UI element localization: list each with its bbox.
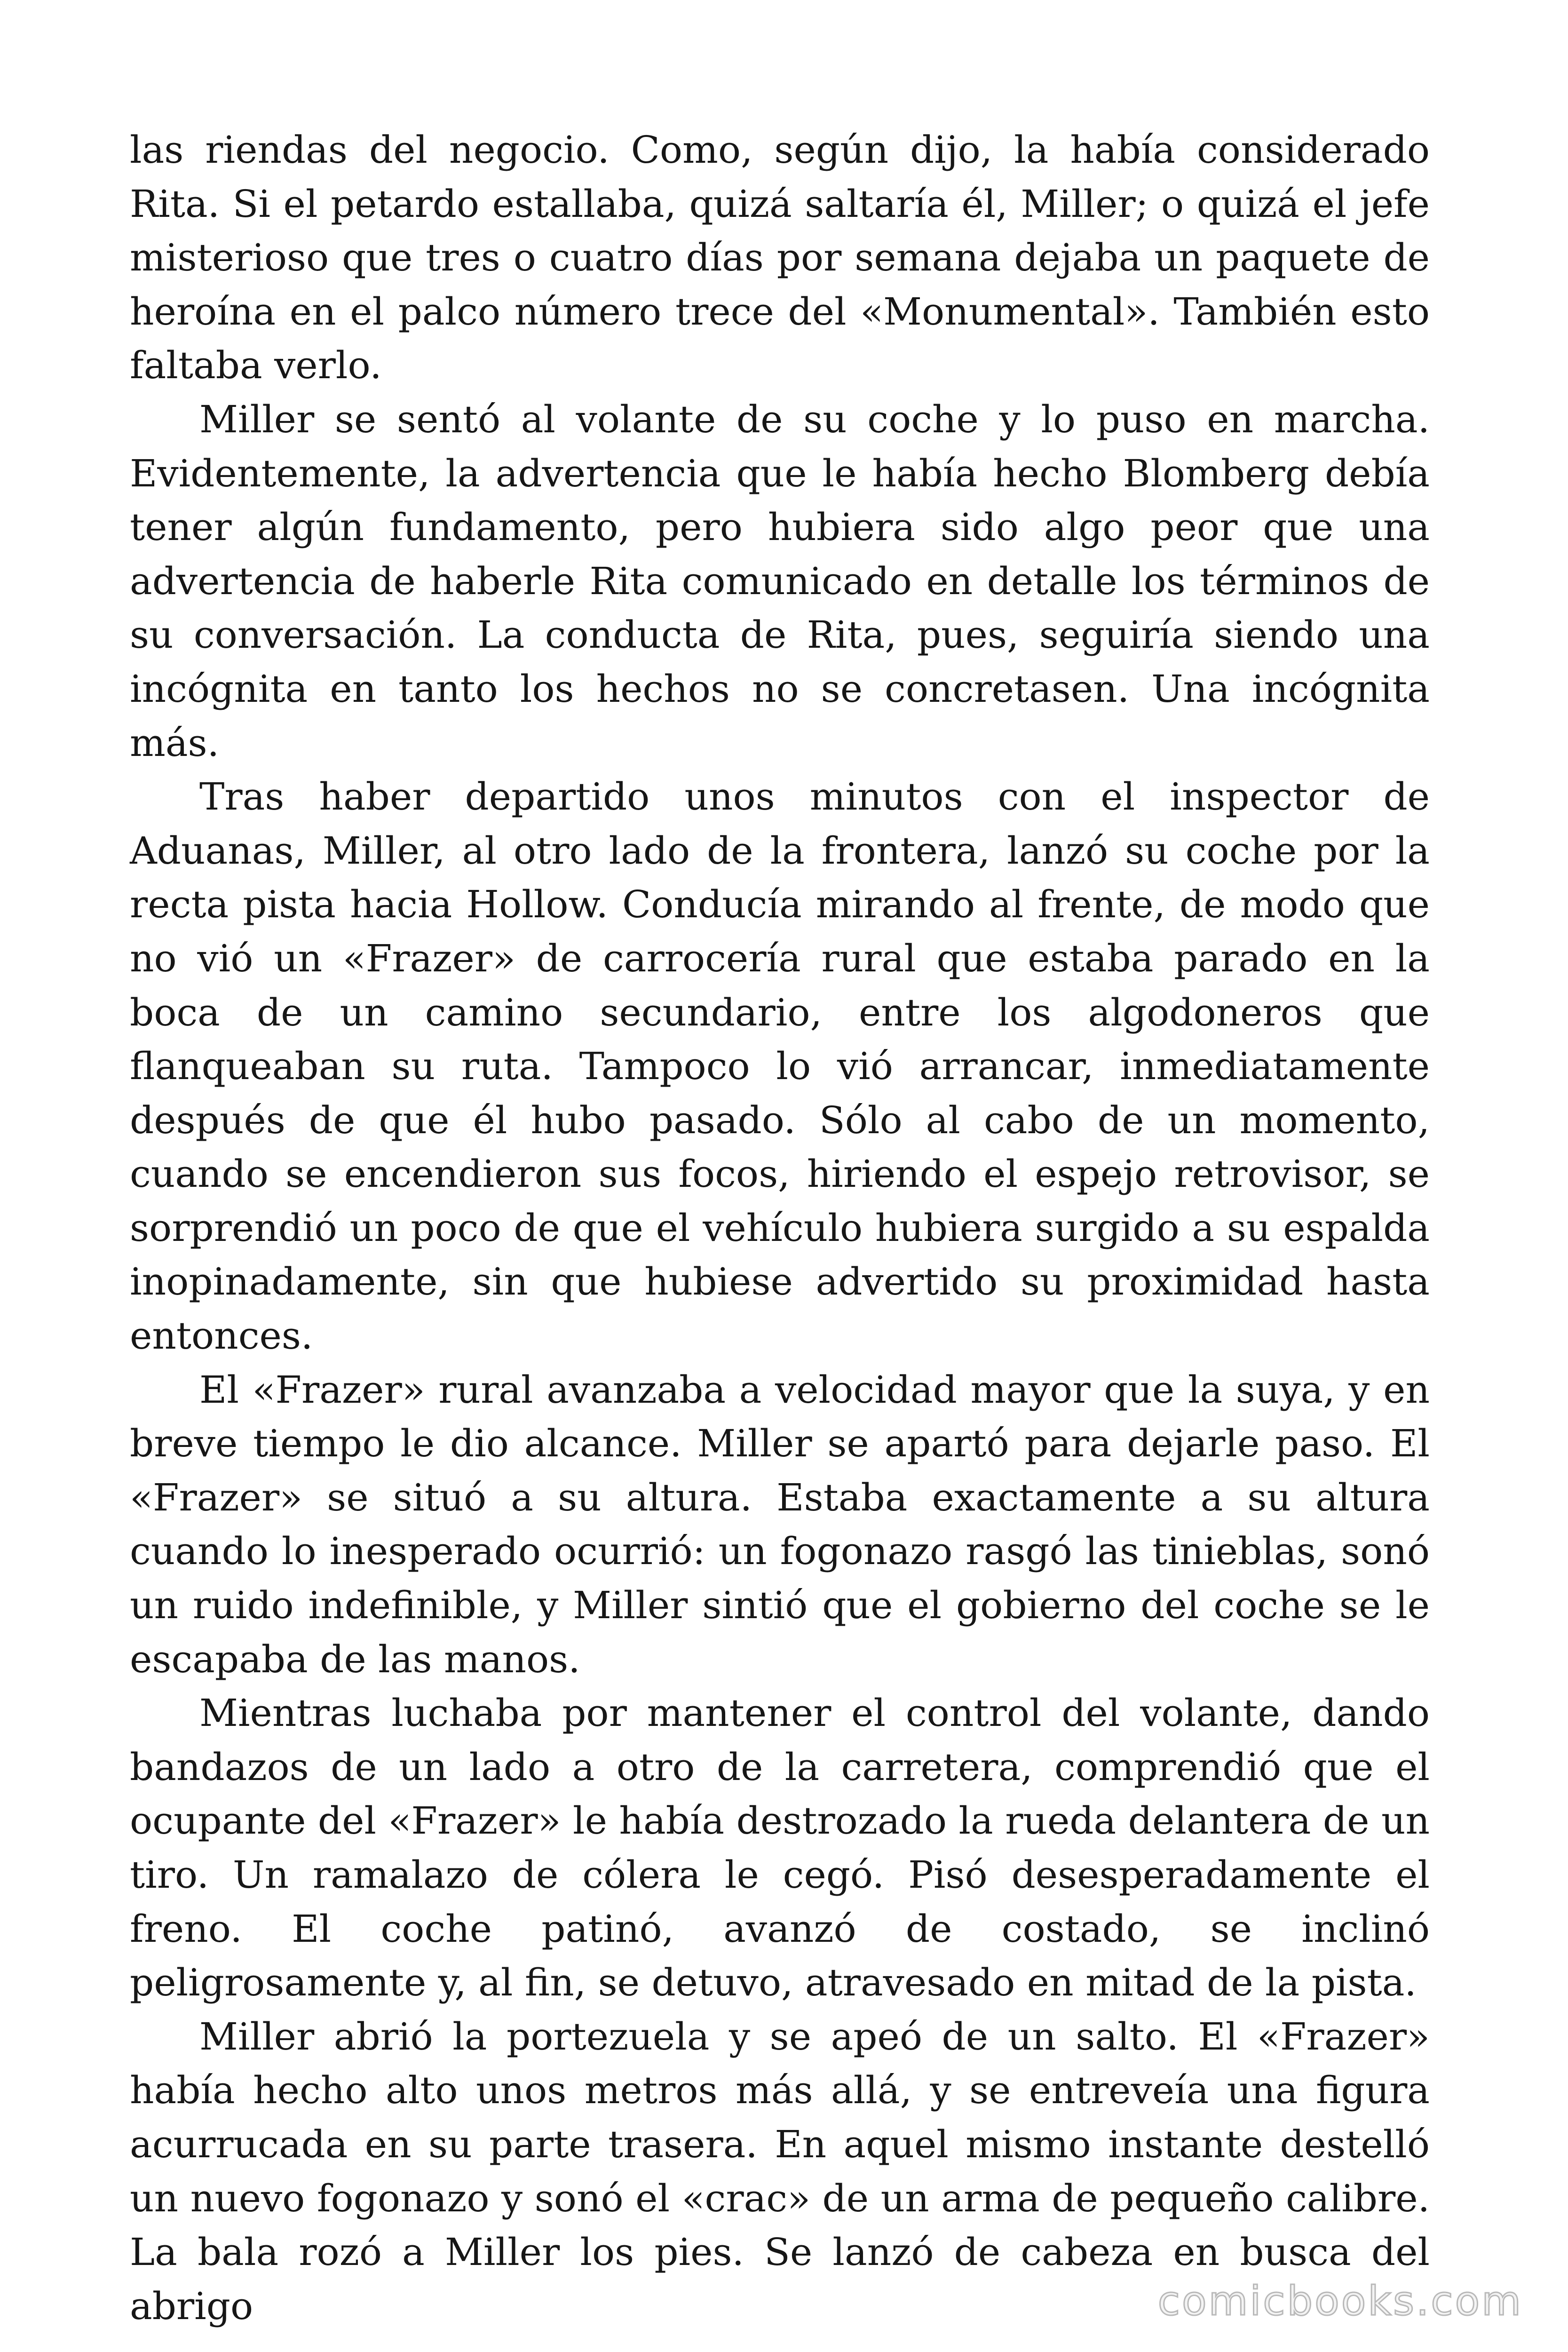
paragraph-2: Miller se sentó al volante de su coche y lo puso en marcha. Evidentemente, la advertencia que le había hecho Blomberg debía tener algún fundamento, pero hubiera sido algo peor que una advertencia de haberle Rita comunicado en detalle los términos de su conversación. La conducta de Rita, pues, seguiría siendo una incógnita en tanto los hechos no se concretasen. Una incógnita más. [130, 397, 1430, 765]
paragraph-5: Mientras luchaba por mantener el control del volante, dando bandazos de un lado a otro de la carretera, comprendió que el ocupante del «Frazer» le había destrozado la rueda delantera de un tiro. Un ramalazo de cólera le cegó. Pisó desesperadamente el freno. El coche patinó, avanzó de costado, se inclinó peligrosamente y, al fin, se detuvo, atravesado en mitad de la pista. [130, 1691, 1430, 2005]
paragraph-4: El «Frazer» rural avanzaba a velocidad mayor que la suya, y en breve tiempo le dio alcance. Miller se apartó para dejarle paso. El «Frazer» se situó a su altura. Estaba exactamente a su altura cuando lo inesperado ocurrió: un fogonazo rasgó las tinieblas, sonó un ruido indefinible, y Miller sintió que el gobierno del coche se le escapaba de las manos. [130, 1367, 1430, 1681]
paragraph-6: Miller abrió la portezuela y se apeó de un salto. El «Frazer» había hecho alto unos metros más allá, y se entreveía una figura acurrucada en su parte trasera. En aquel mismo instante destelló un nuevo fogonazo y sonó el «crac» de un arma de pequeño calibre. La bala rozó a Miller los pies. Se lanzó de cabeza en busca del abrigo [130, 2014, 1430, 2328]
paragraph-3: Tras haber departido unos minutos con el inspector de Aduanas, Miller, al otro lado de la frontera, lanzó su coche por la recta pista hacia Hollow. Conducía mirando al frente, de modo que no vió un «Frazer» de carrocería rural que estaba parado en la boca de un camino secundario, entre los algodoneros que flanqueaban su ruta. Tampoco lo vió arrancar, inmediatamente después de que él hubo pasado. Sólo al cabo de un momento, cuando se encendieron sus focos, hiriendo el espejo retrovisor, se sorprendió un poco de que el vehículo hubiera surgido a su espalda inopinadamente, sin que hubiese advertido su proximidad hasta entonces. [130, 775, 1430, 1358]
watermark: comicbooks.com [1157, 2278, 1523, 2325]
paragraph-1: las riendas del negocio. Como, según dijo, la había considerado Rita. Si el petardo estallaba, quizá saltaría él, Miller; o quizá el jefe misterioso que tres o cuatro días por semana dejaba un paquete de heroína en el palco número trece del «Monumental». También esto faltaba verlo. [130, 128, 1430, 388]
page-body [130, 123, 1430, 2333]
